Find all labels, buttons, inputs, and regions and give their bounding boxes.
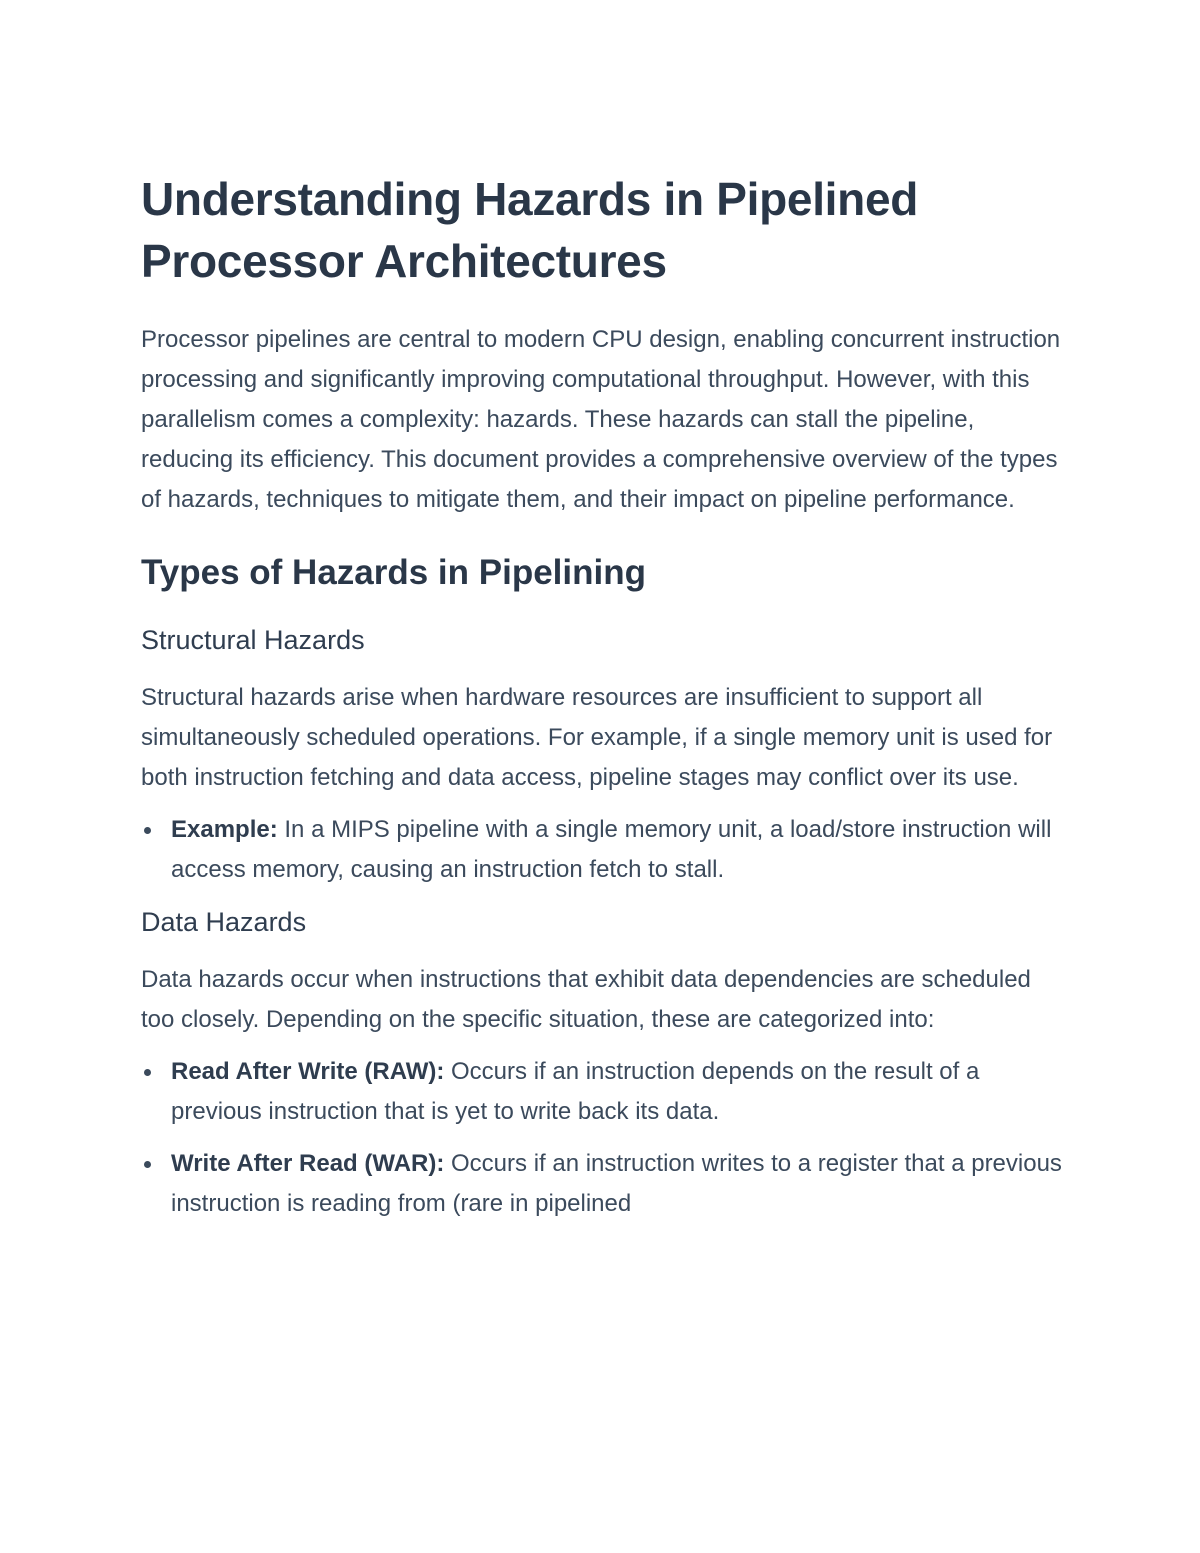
bullet-icon [144,827,151,834]
list-item [141,1144,1066,1224]
data-hazards-heading: Data Hazards [141,907,307,937]
intro-paragraph: Processor pipelines are central to modern CPU design, enabling concurrent instruction processing and significantly improving computational throughput. However, with this parallelism comes a complexity: hazards. These hazards can stall the pipeline, reducing its efficiency. This document provides a comprehensive overview of the types of hazards, techniques to mitigate them, and their impact on pipeline performance. [141,326,1061,513]
structural-hazards-paragraph: Structural hazards arise when hardware resources are insufficient to support all simultaneously scheduled operations. For example, if a single memory unit is used for both instruction fetching and data access, pipeline stages may conflict over its use. [141,684,1053,791]
list-item-text: Occurs if an instruction writes to a register that a previous instruction is reading from (rare in pipelined [171,1150,1062,1217]
list-item-term: Write After Read (WAR): [171,1150,445,1177]
section-heading: Types of Hazards in Pipelining [141,553,646,592]
list-item-term: Read After Write (RAW): [171,1058,445,1085]
list-item [141,810,1066,890]
bullet-icon [144,1161,151,1168]
list-item-text: Occurs if an instruction depends on the result of a previous instruction that is yet to write back its data. [171,1058,980,1125]
list-item [141,1052,1066,1132]
structural-hazards-heading: Structural Hazards [141,625,365,655]
bullet-icon [144,1069,151,1076]
list-item-term: Example: [171,816,278,843]
document-page [141,168,1066,1236]
data-hazards-paragraph: Data hazards occur when instructions that exhibit data dependencies are scheduled too closely. Depending on the specific situation, these are categorized into: [141,966,1031,1033]
data-hazards-list [141,1052,1066,1224]
document-title: Understanding Hazards in Pipelined Processor Architectures [141,173,919,287]
structural-hazards-list [141,810,1066,890]
list-item-text: In a MIPS pipeline with a single memory unit, a load/store instruction will access memory, causing an instruction fetch to stall. [171,816,1052,883]
